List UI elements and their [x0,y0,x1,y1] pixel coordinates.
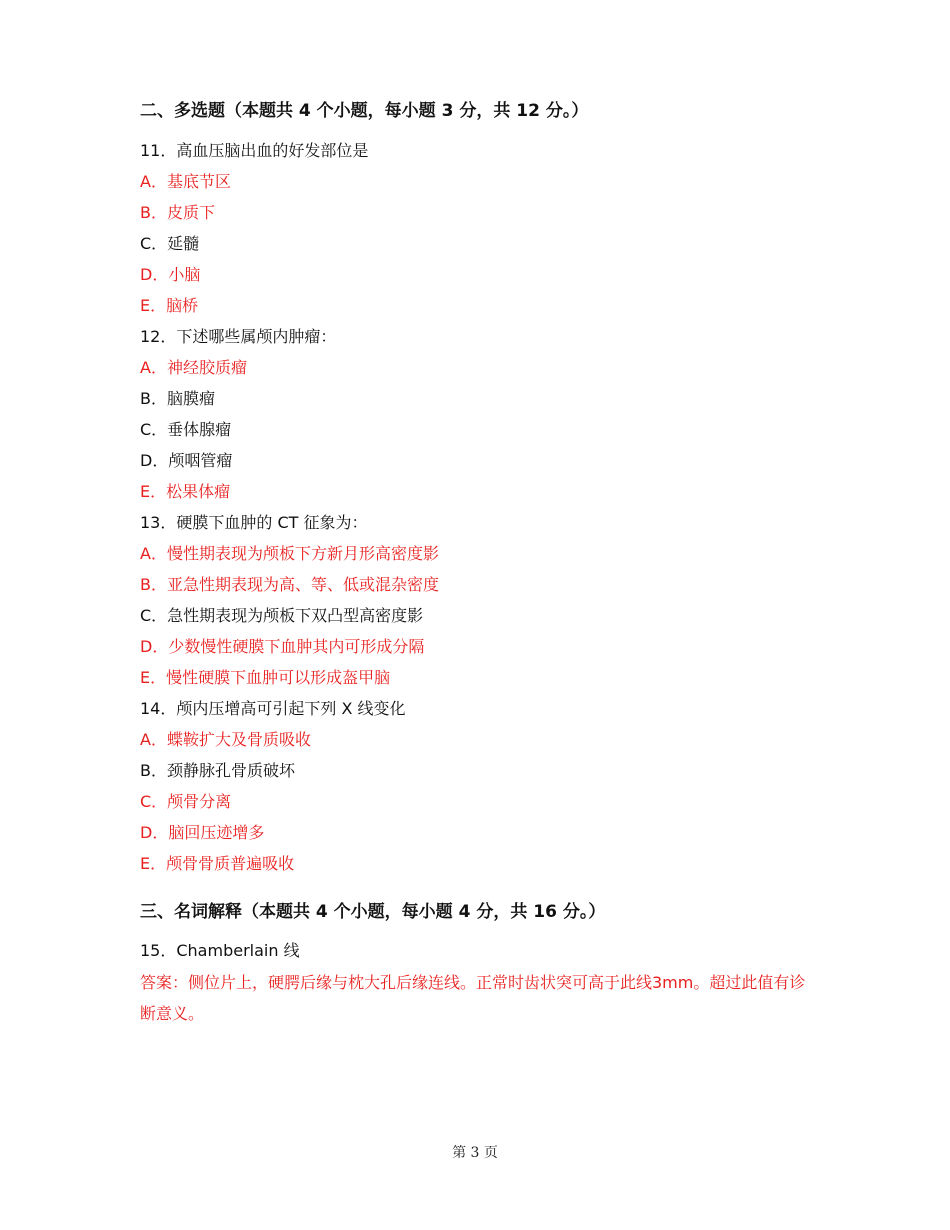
option-12-d: D．颅咽管瘤 [140,451,233,470]
option-11-b: B．皮质下 [140,203,215,222]
option-11-d: D．小脑 [140,265,201,284]
option-12-e: E．松果体瘤 [140,482,231,501]
definition-answer-15: 答案：侧位片上，硬腭后缘与枕大孔后缘连线。正常时齿状突可高于此线3mm。超过此值有诊断意义。 [140,973,806,1023]
option-11-c: C．延髓 [140,234,200,253]
option-12-a: A．神经胶质瘤 [140,358,247,377]
option-13-c: C．急性期表现为颅板下双凸型高密度影 [140,606,424,625]
option-13-b: B．亚急性期表现为高、等、低或混杂密度 [140,575,439,594]
option-13-d: D．少数慢性硬膜下血肿其内可形成分隔 [140,637,425,656]
option-11-a: A．基底节区 [140,172,231,191]
option-14-c: C．颅骨分离 [140,792,232,811]
option-12-b: B．脑膜瘤 [140,389,215,408]
option-14-b: B．颈静脉孔骨质破坏 [140,761,295,780]
option-14-a: A．蝶鞍扩大及骨质吸收 [140,730,311,749]
option-14-d: D．脑回压迹增多 [140,823,265,842]
option-13-e: E．慢性硬膜下血肿可以形成盔甲脑 [140,668,391,687]
option-13-a: A．慢性期表现为颅板下方新月形高密度影 [140,544,439,563]
option-12-c: C．垂体腺瘤 [140,420,232,439]
question-stem-13: 13．硬膜下血肿的 CT 征象为： [140,513,368,532]
question-stem-12: 12．下述哪些属颅内肿瘤： [140,327,337,346]
section-heading-multiple-choice: 二、多选题（本题共 4 个小题，每小题 3 分，共 12 分。） [140,101,589,121]
section-heading-definitions: 三、名词解释（本题共 4 个小题，每小题 4 分，共 16 分。） [140,902,606,922]
question-stem-11: 11．高血压脑出血的好发部位是 [140,141,369,160]
definition-stem-15: 15．Chamberlain 线 [140,941,300,960]
question-stem-14: 14．颅内压增高可引起下列 X 线变化 [140,699,406,718]
page-number-footer: 第 3 页 [452,1145,498,1161]
option-14-e: E．颅骨骨质普遍吸收 [140,854,295,873]
option-11-e: E．脑桥 [140,296,199,315]
document-page [140,0,820,1230]
